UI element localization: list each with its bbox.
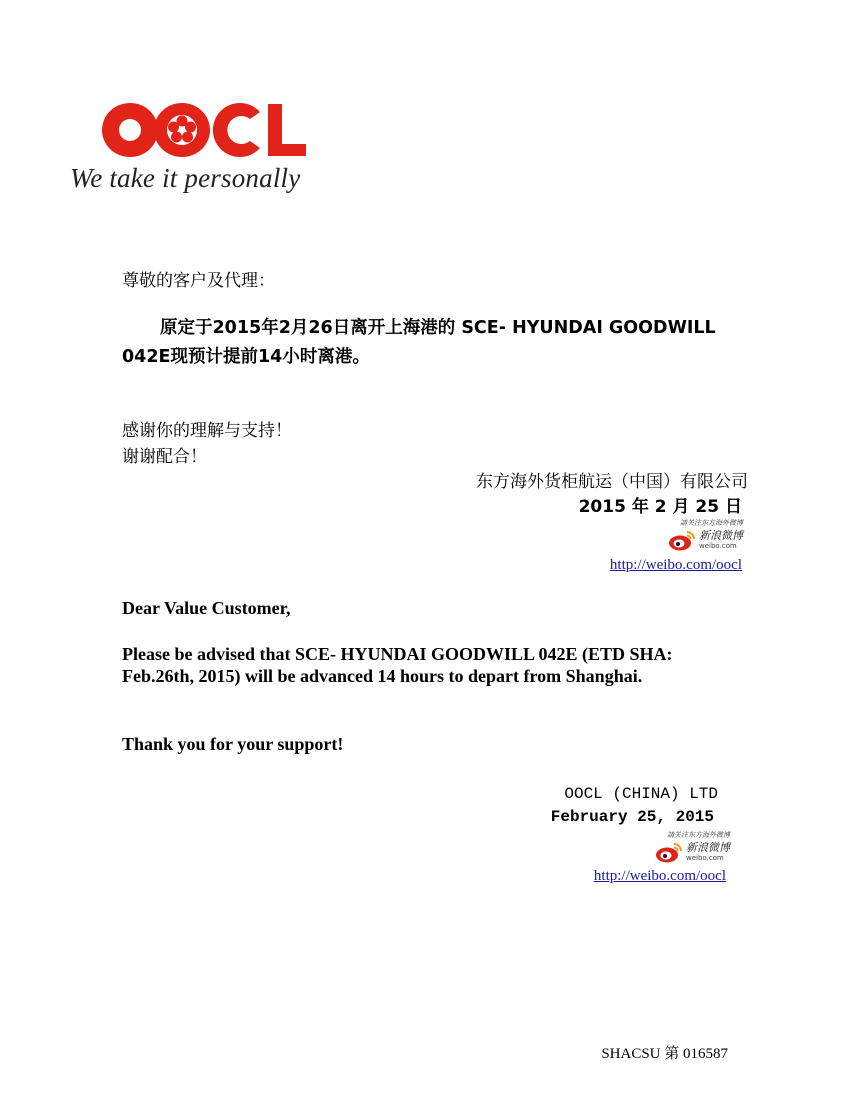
weibo-prompt: 請关注东方海外微博 bbox=[680, 519, 743, 527]
weibo-link[interactable]: http://weibo.com/oocl bbox=[609, 557, 742, 573]
weibo-badge bbox=[668, 519, 743, 551]
weibo-domain: weibo.com bbox=[699, 542, 737, 550]
en-greeting: Dear Value Customer, bbox=[122, 598, 291, 618]
weibo-domain-2: weibo.com bbox=[686, 854, 724, 862]
en-date: February 25, 2015 bbox=[550, 808, 714, 826]
weibo-name: 新浪微博 bbox=[699, 529, 743, 542]
cn-body-line1: 原定于2015年2月26日离开上海港的 SCE- HYUNDAI GOODWILL bbox=[160, 318, 716, 338]
en-body-line1: Please be advised that SCE- HYUNDAI GOODWILL 042E (ETD SHA: bbox=[122, 644, 673, 664]
en-company-name: OOCL (CHINA) LTD bbox=[564, 785, 718, 803]
en-body-line2: Feb.26th, 2015) will be advanced 14 hours to depart from Shanghai. bbox=[122, 666, 643, 686]
weibo-badge-2 bbox=[655, 831, 730, 863]
weibo-link-2[interactable]: http://weibo.com/oocl bbox=[593, 868, 726, 884]
weibo-icon bbox=[668, 529, 696, 551]
cn-greeting: 尊敬的客户及代理： bbox=[122, 271, 275, 291]
oocl-logo bbox=[100, 98, 310, 162]
cn-body-line2: 042E现预计提前14小时离港。 bbox=[122, 347, 370, 367]
weibo-icon-2 bbox=[655, 841, 683, 863]
document-reference: SHACSU 第 016587 bbox=[601, 1046, 728, 1062]
en-thanks: Thank you for your support! bbox=[122, 734, 344, 754]
brand-tagline: We take it personally bbox=[70, 163, 301, 193]
cn-company-name: 东方海外货柜航运（中国）有限公司 bbox=[476, 472, 748, 492]
cn-thanks-line2: 谢谢配合！ bbox=[122, 447, 207, 467]
weibo-name-2: 新浪微博 bbox=[686, 841, 730, 854]
weibo-prompt-2: 請关注东方海外微博 bbox=[667, 831, 730, 839]
cn-date: 2015 年 2 月 25 日 bbox=[578, 497, 742, 517]
cn-thanks-line1: 感谢你的理解与支持！ bbox=[122, 421, 292, 441]
